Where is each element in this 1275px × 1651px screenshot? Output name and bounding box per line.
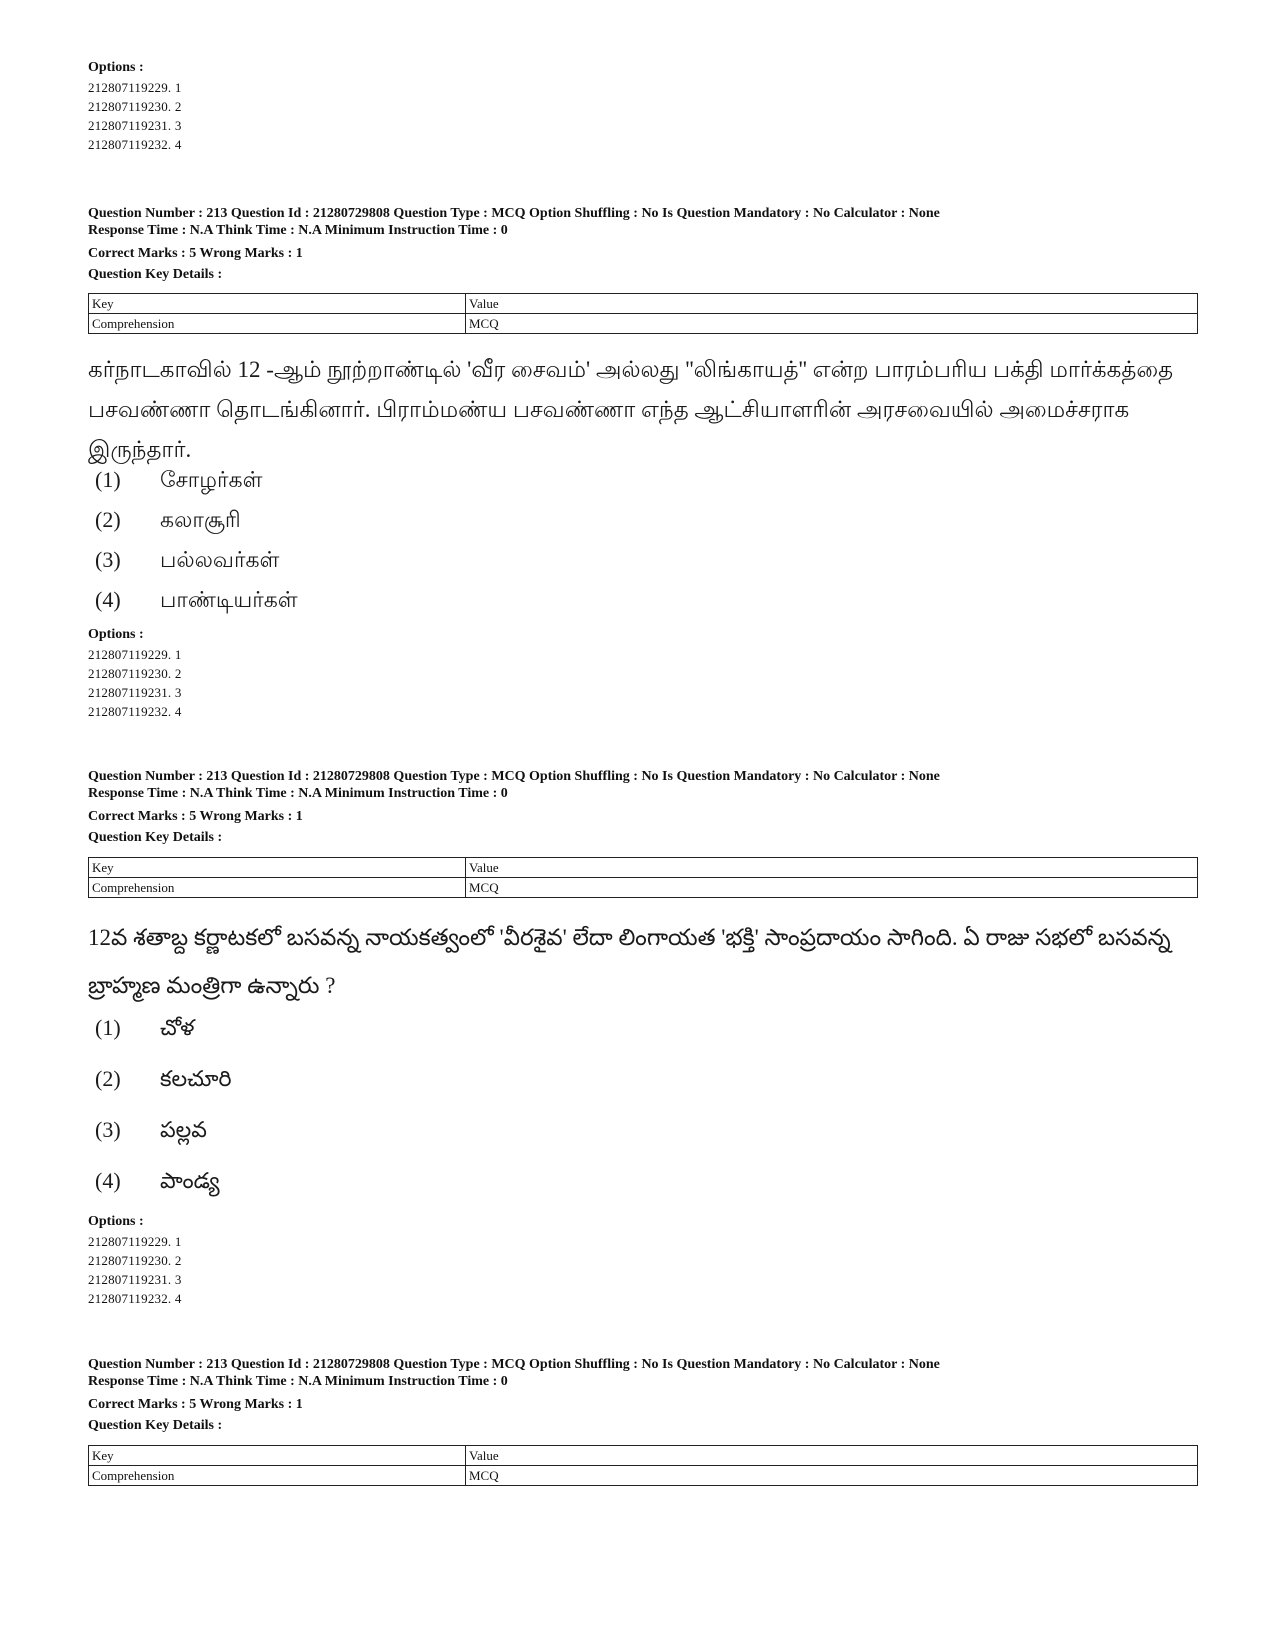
answer-choice — [95, 462, 695, 498]
marks-line: Correct Marks : 5 Wrong Marks : 1 — [88, 246, 303, 261]
choice-text: పాండ్య — [160, 1168, 220, 1193]
key-value-table-1 — [88, 293, 1198, 334]
response-time-line: Response Time : N.A Think Time : N.A Minimum Instruction Time : 0 — [88, 786, 508, 801]
question-text-tamil: கர்நாடகாவில் 12 -ஆம் நூற்றாண்டில் 'வீர சைவம்' அல்லது ''லிங்காயத்'' என்ற பாரம்பரிய பக்தி மார்க்கத்தை பசவண்ணா தொடங்கினார். பிராம்மண்ய பசவண்ணா எந்த ஆட்சியாளரின் அரசவையில் அமைச்சராக இருந்தார். — [88, 357, 1174, 462]
option-id: 212807119229. 1 — [88, 1234, 182, 1249]
table-row — [89, 294, 1198, 314]
options-list-2 — [88, 1212, 488, 1308]
table-cell-key: Comprehension — [89, 1466, 466, 1486]
options-list-top — [88, 58, 488, 154]
table-cell-key: Comprehension — [89, 878, 466, 898]
choice-number: (2) — [95, 507, 121, 532]
choice-number: (3) — [95, 547, 121, 572]
table-header-value: Value — [466, 858, 1198, 878]
question-key-details-label: Question Key Details : — [88, 267, 223, 282]
option-id: 212807119229. 1 — [88, 80, 182, 95]
response-time-line: Response Time : N.A Think Time : N.A Minimum Instruction Time : 0 — [88, 223, 508, 238]
key-value-table-2 — [88, 857, 1198, 898]
answer-choice — [95, 1163, 695, 1199]
choice-text: பாண்டியர்கள் — [160, 587, 298, 612]
answer-choice — [95, 1112, 695, 1148]
table-cell-value: MCQ — [466, 1466, 1198, 1486]
option-id: 212807119230. 2 — [88, 666, 182, 681]
table-row — [89, 1446, 1198, 1466]
choice-text: చోళ — [160, 1015, 195, 1040]
question-meta-line: Question Number : 213 Question Id : 21280729808 Question Type : MCQ Option Shuffling : No Is Question Mandatory : No Calculator : None — [88, 769, 940, 784]
answer-choice — [95, 1010, 695, 1046]
choice-text: కలచూరి — [160, 1066, 232, 1091]
table-cell-key: Comprehension — [89, 314, 466, 334]
table-row — [89, 1466, 1198, 1486]
option-id: 212807119231. 3 — [88, 1272, 182, 1287]
option-id: 212807119232. 4 — [88, 1291, 182, 1306]
table-cell-value: MCQ — [466, 314, 1198, 334]
choice-number: (4) — [95, 587, 121, 612]
key-value-table-3 — [88, 1445, 1198, 1486]
table-row — [89, 878, 1198, 898]
table-row — [89, 314, 1198, 334]
choice-number: (4) — [95, 1168, 121, 1193]
choice-text: పల్లవ — [160, 1117, 207, 1142]
options-label: Options : — [88, 627, 144, 642]
question-meta-1 — [88, 205, 1198, 284]
question-key-details-label: Question Key Details : — [88, 830, 223, 845]
question-meta-2 — [88, 768, 1198, 847]
choice-number: (3) — [95, 1117, 121, 1142]
question-key-details-label: Question Key Details : — [88, 1418, 223, 1433]
option-id: 212807119232. 4 — [88, 704, 182, 719]
choice-number: (1) — [95, 1015, 121, 1040]
options-label: Options : — [88, 1214, 144, 1229]
option-id: 212807119230. 2 — [88, 99, 182, 114]
marks-line: Correct Marks : 5 Wrong Marks : 1 — [88, 809, 303, 824]
table-header-value: Value — [466, 294, 1198, 314]
answer-choice — [95, 582, 695, 618]
question-meta-line: Question Number : 213 Question Id : 21280729808 Question Type : MCQ Option Shuffling : No Is Question Mandatory : No Calculator : None — [88, 206, 940, 221]
answer-choice — [95, 542, 695, 578]
table-header-value: Value — [466, 1446, 1198, 1466]
question-meta-line: Question Number : 213 Question Id : 21280729808 Question Type : MCQ Option Shuffling : No Is Question Mandatory : No Calculator : None — [88, 1357, 940, 1372]
response-time-line: Response Time : N.A Think Time : N.A Minimum Instruction Time : 0 — [88, 1374, 508, 1389]
options-label: Options : — [88, 60, 144, 75]
answer-choice — [95, 502, 695, 538]
choice-number: (2) — [95, 1066, 121, 1091]
option-id: 212807119231. 3 — [88, 118, 182, 133]
table-cell-value: MCQ — [466, 878, 1198, 898]
choice-text: சோழர்கள் — [160, 467, 263, 492]
marks-line: Correct Marks : 5 Wrong Marks : 1 — [88, 1397, 303, 1412]
table-header-key: Key — [89, 294, 466, 314]
options-list-1 — [88, 625, 488, 721]
option-id: 212807119231. 3 — [88, 685, 182, 700]
question-meta-3 — [88, 1356, 1198, 1435]
answer-choice — [95, 1061, 695, 1097]
table-header-key: Key — [89, 1446, 466, 1466]
choice-text: கலாசூரி — [160, 507, 241, 532]
choice-text: பல்லவர்கள் — [160, 547, 280, 572]
choice-number: (1) — [95, 467, 121, 492]
question-text-telugu: 12వ శతాబ్ద కర్ణాటకలో బసవన్న నాయకత్వంలో 'వీరశైవ' లేదా లింగాయత 'భక్తి' సాంప్రదాయం సాగింది. ఏ రాజు సభలో బసవన్న బ్రాహ్మణ మంత్రిగా ఉన్నారు ? — [88, 925, 1171, 998]
option-id: 212807119229. 1 — [88, 647, 182, 662]
option-id: 212807119232. 4 — [88, 137, 182, 152]
table-header-key: Key — [89, 858, 466, 878]
option-id: 212807119230. 2 — [88, 1253, 182, 1268]
table-row — [89, 858, 1198, 878]
